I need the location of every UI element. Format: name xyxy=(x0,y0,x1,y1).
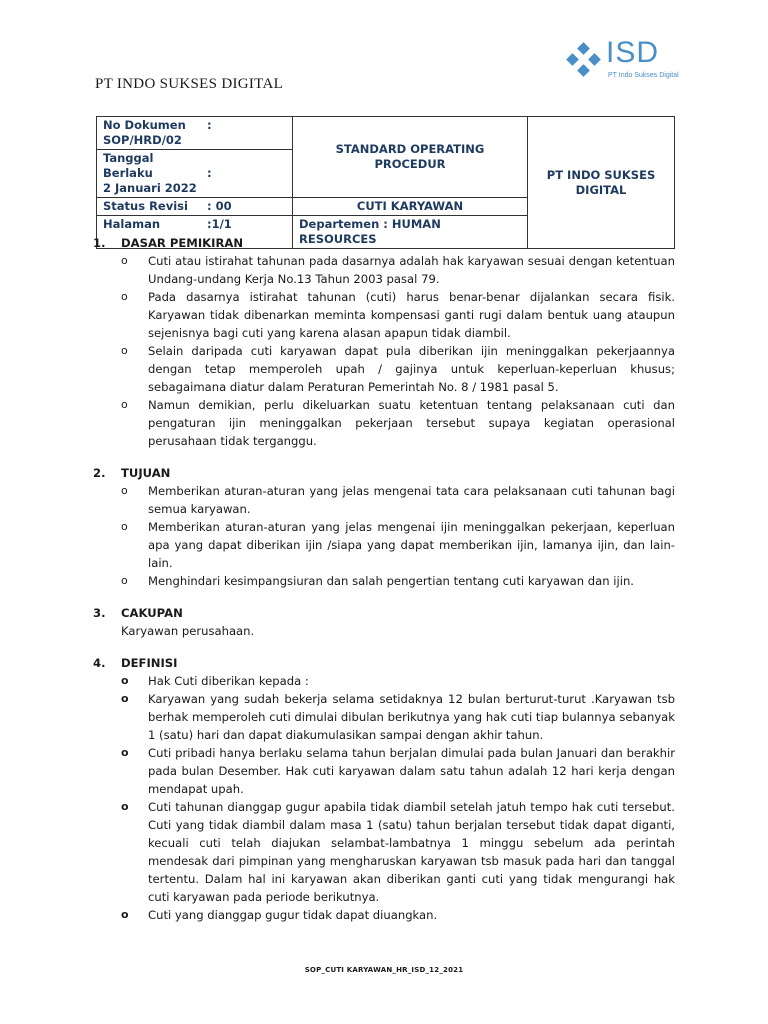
list-item xyxy=(121,288,675,342)
list-item-text: Cuti pribadi hanya berlaku selama tahun berjalan dimulai pada bulan Januari dan berakhir pada bulan Desember. Hak cuti karyawan dalam satu tahun adalah 12 hari kerja dengan mendapat upah. xyxy=(148,746,675,796)
list-item xyxy=(121,906,675,924)
no-dokumen-colon: : xyxy=(207,118,212,132)
page-footer: SOP_CUTI KARYAWAN_HR_ISD_12_2021 xyxy=(304,966,464,974)
section-title: DEFINISI xyxy=(121,656,178,670)
isd-logo-icon xyxy=(566,42,602,78)
tanggal-value: 2 Januari 2022 xyxy=(103,181,197,195)
sop-title: STANDARD OPERATING PROCEDUR xyxy=(335,142,485,171)
bullet-icon: o xyxy=(121,254,128,267)
list-item xyxy=(121,798,675,906)
bullet-icon: o xyxy=(121,520,128,533)
bullet-icon: o xyxy=(121,574,128,587)
tanggal-label: Tanggal Berlaku xyxy=(103,151,154,180)
list-item-text: Pada dasarnya istirahat tahunan (cuti) harus benar-benar dijalankan secara fisik. Karyawan tidak dibenarkan meminta kompensasi ganti rugi dalam bentuk uang ataupun sejenisnya bagi cuti yang karena alasan apapun tidak diambil. xyxy=(148,290,675,340)
list-item xyxy=(121,342,675,396)
section-title: TUJUAN xyxy=(121,466,171,480)
bullet-icon: o xyxy=(121,344,128,357)
section-number: 2. xyxy=(93,466,106,480)
bullet-icon: o xyxy=(121,484,128,497)
list-item xyxy=(121,690,675,744)
no-dokumen-value: SOP/HRD/02 xyxy=(103,133,182,147)
bullet-icon: o xyxy=(121,290,128,303)
list-item-text: Cuti yang dianggap gugur tidak dapat diuangkan. xyxy=(148,908,438,922)
section-heading xyxy=(93,234,675,252)
halaman-value: 1/1 xyxy=(211,217,232,231)
list-item-text: Hak Cuti diberikan kepada : xyxy=(148,674,309,688)
bullet-list xyxy=(93,482,675,590)
list-item xyxy=(121,518,675,572)
status-cell xyxy=(97,198,293,216)
no-dokumen-label: No Dokumen xyxy=(103,118,186,132)
status-colon: : xyxy=(207,199,212,213)
section-heading xyxy=(93,464,675,482)
list-item xyxy=(121,672,675,690)
list-item-text: Menghindari kesimpangsiuran dan salah pengertian tentang cuti karyawan dan ijin. xyxy=(148,574,634,588)
section-dasar-pemikiran xyxy=(93,234,675,450)
bullet-icon: o xyxy=(121,674,129,687)
company-cell xyxy=(528,117,675,249)
company-logo xyxy=(566,36,679,84)
tanggal-colon: : xyxy=(207,166,212,180)
sop-title-cell xyxy=(293,117,528,198)
section-heading xyxy=(93,604,675,622)
section-heading xyxy=(93,654,675,672)
halaman-colon: : xyxy=(207,217,212,231)
header-company-name: PT INDO SUKSES DIGITAL xyxy=(546,167,656,197)
sop-subtitle: CUTI KARYAWAN xyxy=(356,199,464,213)
list-item-text: Karyawan yang sudah bekerja selama setidaknya 12 bulan berturut-turut .Karyawan tsb berhak memperoleh cuti dimulai dibulan berikutnya yang hak cuti tiap bulannya sebanyak 1 (satu) hari dan dapat diakumulasikan sampai dengan akhir tahun. xyxy=(148,692,675,742)
bullet-icon: o xyxy=(121,800,129,813)
section-number: 4. xyxy=(93,656,106,670)
list-item-text: Selain daripada cuti karyawan dapat pula diberikan ijin meninggalkan pekerjaannya dengan tetap memperoleh upah / gajinya untuk keperluan-keperluan khusus; sebagaimana diatur dalam Peraturan Pemerintah No. 8 / 1981 pasal 5. xyxy=(148,344,675,394)
section-title: CAKUPAN xyxy=(121,606,183,620)
logo-wordmark: ISD xyxy=(606,36,660,69)
section-title: DASAR PEMIKIRAN xyxy=(121,236,244,250)
document-header-table xyxy=(96,116,675,249)
status-value: 00 xyxy=(215,199,232,213)
bullet-icon: o xyxy=(121,746,129,759)
section-number: 1. xyxy=(93,236,106,250)
department-label: Departemen : HUMAN RESOURCES xyxy=(299,217,441,246)
list-item xyxy=(121,482,675,518)
list-item-text: Namun demikian, perlu dikeluarkan suatu ketentuan tentang pelaksanaan cuti dan pengaturan ijin meninggalkan pekerjaan tersebut supaya kegiatan operasional perusahaan tidak terganggu. xyxy=(148,398,675,448)
bullet-list xyxy=(93,252,675,450)
status-label: Status Revisi xyxy=(103,199,188,213)
bullet-icon: o xyxy=(121,908,129,921)
no-dokumen-cell xyxy=(97,117,293,150)
tanggal-cell xyxy=(97,150,293,198)
list-item-text: Memberikan aturan-aturan yang jelas mengenai tata cara pelaksanaan cuti tahunan bagi semua karyawan. xyxy=(148,484,675,516)
list-item-text: Cuti tahunan dianggap gugur apabila tidak diambil setelah jatuh tempo hak cuti tersebut. Cuti yang tidak diambil dalam masa 1 (satu) tahun berjalan tersebut tidak dapat diganti, kecuali cuti telah diajukan selambat-lambatnya 1 minggu sebelum ada perintah mendesak dari pimpinan yang mengharuskan karyawan tsb masuk pada hari dan tanggal tertentu. Dalam hal ini karyawan akan diberikan ganti cuti yang tidak mengurangi hak cuti karyawan pada periode berikutnya. xyxy=(148,800,675,904)
company-name-heading: PT INDO SUKSES DIGITAL xyxy=(95,76,284,92)
list-item xyxy=(121,572,675,590)
list-item xyxy=(121,396,675,450)
section-cakupan xyxy=(93,604,675,640)
logo-tagline: PT Indo Sukses Digital xyxy=(608,72,679,79)
halaman-label: Halaman xyxy=(103,217,161,231)
list-item xyxy=(121,744,675,798)
document-body xyxy=(93,234,675,938)
list-item xyxy=(121,252,675,288)
section-text: Karyawan perusahaan. xyxy=(121,624,255,638)
bullet-icon: o xyxy=(121,692,129,705)
list-item-text: Cuti atau istirahat tahunan pada dasarnya adalah hak karyawan sesuai dengan ketentuan Undang-undang Kerja No.13 Tahun 2003 pasal 79. xyxy=(148,254,675,286)
bullet-list xyxy=(93,672,675,924)
section-tujuan xyxy=(93,464,675,590)
list-item-text: Memberikan aturan-aturan yang jelas mengenai ijin meninggalkan pekerjaan, keperluan apa yang dapat diberikan ijin /siapa yang dapat memberikan ijin, lamanya ijin, dan lain-lain. xyxy=(148,520,675,570)
section-definisi xyxy=(93,654,675,924)
bullet-icon: o xyxy=(121,398,128,411)
subtitle-cell xyxy=(293,198,528,216)
section-number: 3. xyxy=(93,606,106,620)
